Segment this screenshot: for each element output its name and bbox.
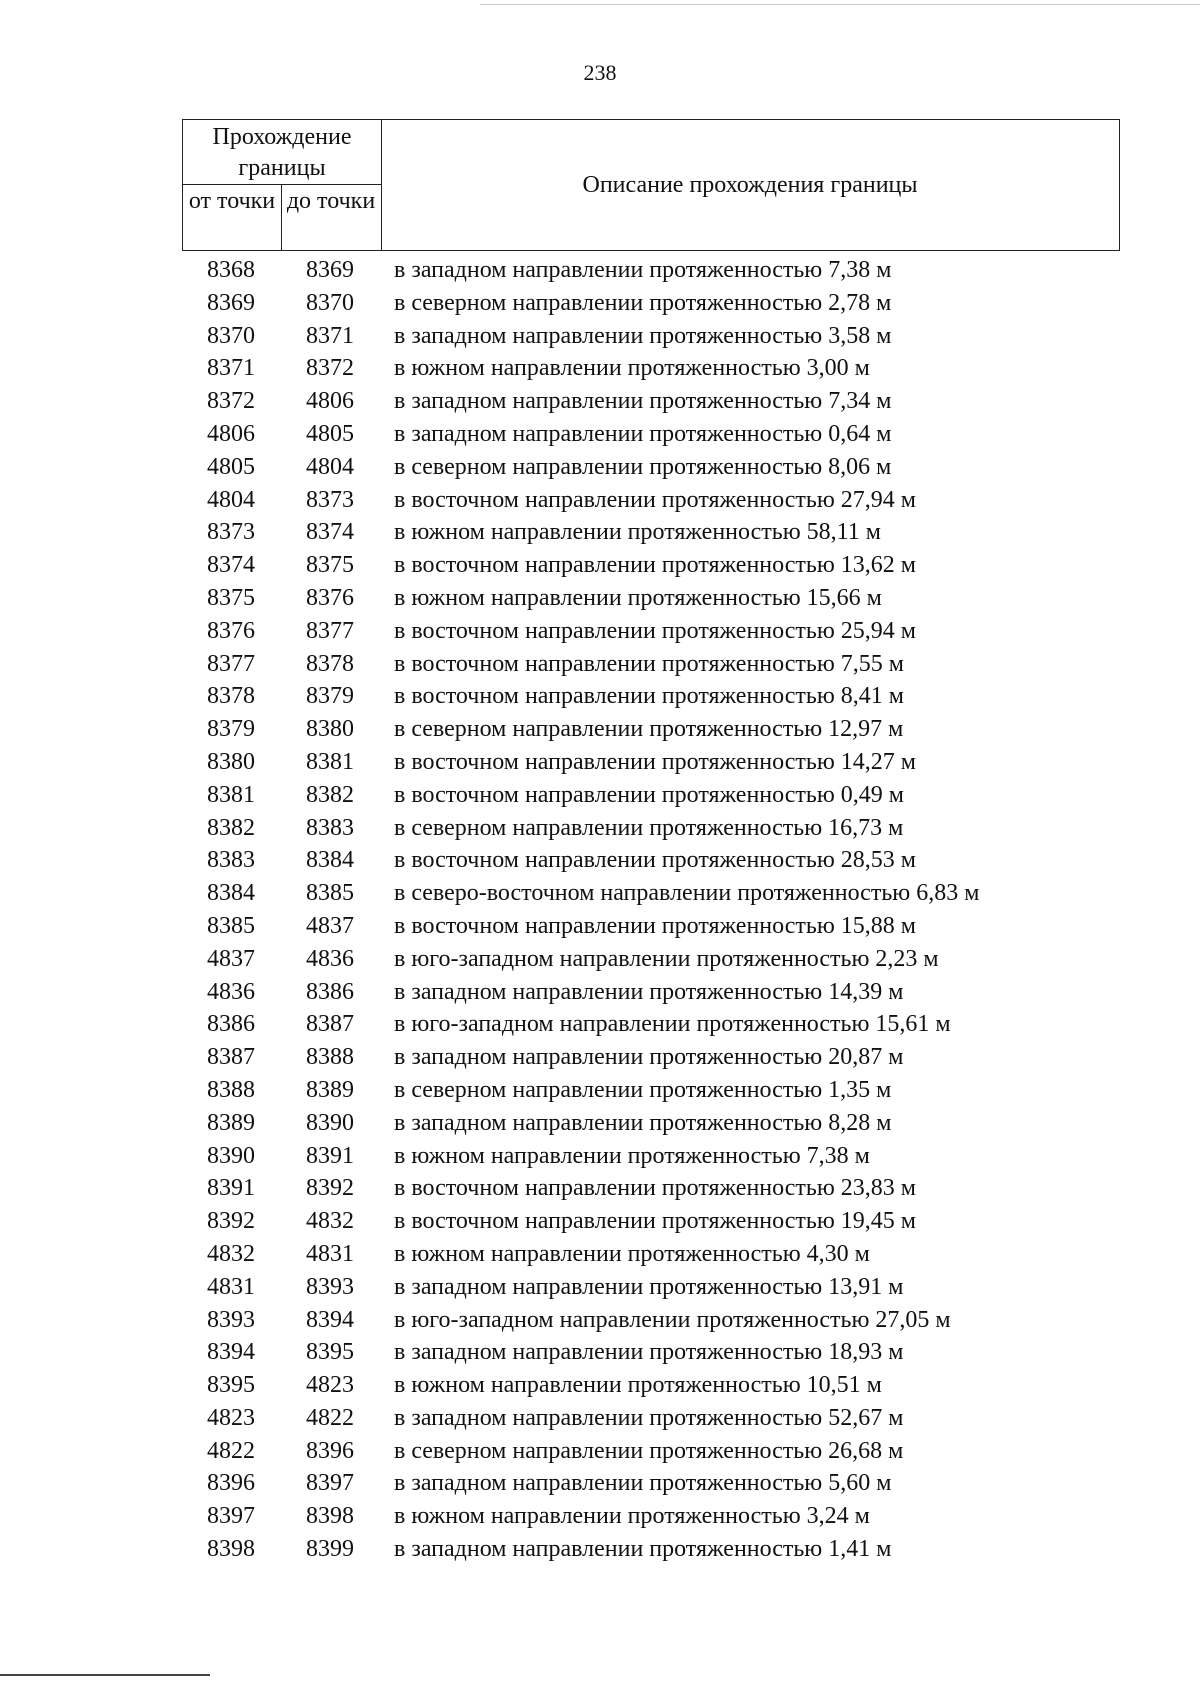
cell-description: в западном направлении протяженностью 0,64 м bbox=[394, 420, 892, 447]
cell-from-point: 8381 bbox=[207, 781, 255, 808]
table-row bbox=[182, 1500, 1120, 1533]
cell-description: в восточном направлении протяженностью 14,27 м bbox=[394, 748, 916, 775]
cell-from-point: 8371 bbox=[207, 355, 255, 382]
cell-from-point: 4805 bbox=[207, 453, 255, 480]
cell-to-point: 8370 bbox=[306, 289, 354, 316]
cell-to-point: 8375 bbox=[306, 552, 354, 579]
table-row bbox=[182, 352, 1120, 385]
table-row bbox=[182, 254, 1120, 287]
cell-to-point: 8394 bbox=[306, 1306, 354, 1333]
cell-from-point: 8393 bbox=[207, 1306, 255, 1333]
cell-to-point: 8380 bbox=[306, 716, 354, 743]
cell-description: в северном направлении протяженностью 8,06 м bbox=[394, 453, 892, 480]
cell-description: в южном направлении протяженностью 15,66 м bbox=[394, 584, 882, 611]
cell-from-point: 8368 bbox=[207, 257, 255, 283]
cell-to-point: 8388 bbox=[306, 1044, 354, 1071]
header-to-label: до точки bbox=[286, 188, 376, 214]
cell-description: в юго-западном направлении протяженностью 27,05 м bbox=[394, 1306, 951, 1333]
cell-to-point: 8384 bbox=[306, 847, 354, 874]
cell-description: в западном направлении протяженностью 14,39 м bbox=[394, 978, 904, 1005]
table-row bbox=[182, 1008, 1120, 1041]
cell-from-point: 8373 bbox=[207, 519, 255, 546]
cell-description: в южном направлении протяженностью 7,38 м bbox=[394, 1142, 870, 1169]
cell-description: в восточном направлении протяженностью 19,45 м bbox=[394, 1208, 916, 1235]
cell-to-point: 8399 bbox=[306, 1536, 354, 1563]
cell-to-point: 8396 bbox=[306, 1437, 354, 1464]
table-row bbox=[182, 1435, 1120, 1468]
cell-from-point: 8378 bbox=[207, 683, 255, 710]
cell-description: в западном направлении протяженностью 8,28 м bbox=[394, 1109, 892, 1136]
cell-description: в юго-западном направлении протяженностью 15,61 м bbox=[394, 1011, 951, 1038]
cell-description: в северном направлении протяженностью 2,78 м bbox=[394, 289, 892, 316]
cell-description: в западном направлении протяженностью 5,60 м bbox=[394, 1470, 892, 1497]
cell-to-point: 8369 bbox=[306, 257, 354, 283]
table-header bbox=[182, 119, 1120, 251]
page-number: 238 bbox=[583, 60, 617, 85]
cell-from-point: 4832 bbox=[207, 1240, 255, 1267]
cell-from-point: 4822 bbox=[207, 1437, 255, 1464]
cell-description: в восточном направлении протяженностью 13,62 м bbox=[394, 552, 916, 579]
table-row bbox=[182, 1467, 1120, 1500]
header-group-label: Прохождение границы bbox=[212, 124, 352, 181]
cell-to-point: 8372 bbox=[306, 355, 354, 382]
cell-description: в восточном направлении протяженностью 25,94 м bbox=[394, 617, 916, 644]
cell-description: в западном направлении протяженностью 52,67 м bbox=[394, 1404, 904, 1431]
cell-to-point: 8395 bbox=[306, 1339, 354, 1366]
table-row bbox=[182, 1140, 1120, 1173]
cell-to-point: 8387 bbox=[306, 1011, 354, 1038]
cell-to-point: 4805 bbox=[306, 420, 354, 447]
cell-description: в северном направлении протяженностью 16,73 м bbox=[394, 814, 904, 841]
table-row bbox=[182, 615, 1120, 648]
cell-from-point: 8375 bbox=[207, 584, 255, 611]
cell-to-point: 8392 bbox=[306, 1175, 354, 1202]
cell-from-point: 8389 bbox=[207, 1109, 255, 1136]
cell-to-point: 8373 bbox=[306, 486, 354, 513]
cell-from-point: 8369 bbox=[207, 289, 255, 316]
cell-to-point: 8393 bbox=[306, 1273, 354, 1300]
scan-edge-bottom bbox=[0, 1674, 210, 1676]
table-body bbox=[182, 254, 1120, 1566]
table-row bbox=[182, 648, 1120, 681]
cell-to-point: 8385 bbox=[306, 880, 354, 907]
table-row bbox=[182, 451, 1120, 484]
cell-description: в южном направлении протяженностью 3,00 м bbox=[394, 355, 870, 382]
table-row bbox=[182, 582, 1120, 615]
table-row bbox=[182, 779, 1120, 812]
cell-description: в западном направлении протяженностью 7,38 м bbox=[394, 257, 892, 283]
cell-from-point: 4806 bbox=[207, 420, 255, 447]
table-row bbox=[182, 484, 1120, 517]
table-row bbox=[182, 320, 1120, 353]
cell-description: в южном направлении протяженностью 3,24 м bbox=[394, 1503, 870, 1530]
cell-from-point: 8383 bbox=[207, 847, 255, 874]
table-row bbox=[182, 943, 1120, 976]
cell-to-point: 8390 bbox=[306, 1109, 354, 1136]
scan-edge-top bbox=[480, 4, 1200, 5]
cell-from-point: 8385 bbox=[207, 912, 255, 939]
cell-description: в северном направлении протяженностью 1,35 м bbox=[394, 1076, 892, 1103]
cell-from-point: 8392 bbox=[207, 1208, 255, 1235]
cell-from-point: 8386 bbox=[207, 1011, 255, 1038]
table-row bbox=[182, 1205, 1120, 1238]
header-group-divider bbox=[183, 184, 381, 185]
cell-from-point: 8374 bbox=[207, 552, 255, 579]
cell-description: в южном направлении протяженностью 58,11 м bbox=[394, 519, 881, 546]
table-row bbox=[182, 1238, 1120, 1271]
table-row bbox=[182, 385, 1120, 418]
table-row bbox=[182, 746, 1120, 779]
header-from-label: от точки bbox=[188, 188, 276, 214]
cell-description: в восточном направлении протяженностью 7,55 м bbox=[394, 650, 904, 677]
cell-to-point: 4837 bbox=[306, 912, 354, 939]
cell-from-point: 8380 bbox=[207, 748, 255, 775]
cell-description: в восточном направлении протяженностью 27,94 м bbox=[394, 486, 916, 513]
table-row bbox=[182, 418, 1120, 451]
cell-description: в восточном направлении протяженностью 8,41 м bbox=[394, 683, 904, 710]
cell-to-point: 8379 bbox=[306, 683, 354, 710]
cell-to-point: 8386 bbox=[306, 978, 354, 1005]
table-row bbox=[182, 877, 1120, 910]
cell-from-point: 8390 bbox=[207, 1142, 255, 1169]
table-row bbox=[182, 1074, 1120, 1107]
cell-from-point: 8379 bbox=[207, 716, 255, 743]
table-row bbox=[182, 1304, 1120, 1337]
cell-from-point: 8370 bbox=[207, 322, 255, 349]
cell-description: в северном направлении протяженностью 12,97 м bbox=[394, 716, 904, 743]
cell-to-point: 4832 bbox=[306, 1208, 354, 1235]
cell-description: в северном направлении протяженностью 26,68 м bbox=[394, 1437, 904, 1464]
cell-to-point: 8398 bbox=[306, 1503, 354, 1530]
cell-description: в восточном направлении протяженностью 23,83 м bbox=[394, 1175, 916, 1202]
cell-to-point: 8382 bbox=[306, 781, 354, 808]
cell-description: в западном направлении протяженностью 7,34 м bbox=[394, 388, 892, 415]
cell-description: в южном направлении протяженностью 10,51 м bbox=[394, 1372, 882, 1399]
cell-to-point: 8374 bbox=[306, 519, 354, 546]
table-row bbox=[182, 1107, 1120, 1140]
cell-from-point: 8394 bbox=[207, 1339, 255, 1366]
cell-from-point: 4831 bbox=[207, 1273, 255, 1300]
cell-to-point: 4806 bbox=[306, 388, 354, 415]
table-row bbox=[182, 844, 1120, 877]
cell-description: в юго-западном направлении протяженностью 2,23 м bbox=[394, 945, 939, 972]
cell-description: в западном направлении протяженностью 3,58 м bbox=[394, 322, 892, 349]
table-row bbox=[182, 976, 1120, 1009]
cell-from-point: 8397 bbox=[207, 1503, 255, 1530]
cell-to-point: 4836 bbox=[306, 945, 354, 972]
cell-from-point: 4836 bbox=[207, 978, 255, 1005]
cell-from-point: 4823 bbox=[207, 1404, 255, 1431]
cell-description: в западном направлении протяженностью 18,93 м bbox=[394, 1339, 904, 1366]
cell-description: в восточном направлении протяженностью 28,53 м bbox=[394, 847, 916, 874]
cell-to-point: 8376 bbox=[306, 584, 354, 611]
cell-from-point: 8382 bbox=[207, 814, 255, 841]
cell-from-point: 8388 bbox=[207, 1076, 255, 1103]
cell-to-point: 4831 bbox=[306, 1240, 354, 1267]
cell-to-point: 8383 bbox=[306, 814, 354, 841]
table-row bbox=[182, 680, 1120, 713]
table-row bbox=[182, 1271, 1120, 1304]
cell-from-point: 4804 bbox=[207, 486, 255, 513]
cell-description: в западном направлении протяженностью 13,91 м bbox=[394, 1273, 904, 1300]
cell-description: в южном направлении протяженностью 4,30 м bbox=[394, 1240, 870, 1267]
table-row bbox=[182, 549, 1120, 582]
table-row bbox=[182, 910, 1120, 943]
cell-from-point: 8398 bbox=[207, 1536, 255, 1563]
cell-to-point: 8397 bbox=[306, 1470, 354, 1497]
header-description-label: Описание прохождения границы bbox=[582, 172, 918, 198]
cell-from-point: 8376 bbox=[207, 617, 255, 644]
cell-to-point: 4823 bbox=[306, 1372, 354, 1399]
cell-description: в восточном направлении протяженностью 15,88 м bbox=[394, 912, 916, 939]
table-row bbox=[182, 1533, 1120, 1566]
cell-to-point: 8378 bbox=[306, 650, 354, 677]
table-row bbox=[182, 287, 1120, 320]
cell-from-point: 4837 bbox=[207, 945, 255, 972]
cell-to-point: 4804 bbox=[306, 453, 354, 480]
cell-from-point: 8395 bbox=[207, 1372, 255, 1399]
cell-description: в западном направлении протяженностью 20,87 м bbox=[394, 1044, 904, 1071]
cell-to-point: 4822 bbox=[306, 1404, 354, 1431]
cell-to-point: 8377 bbox=[306, 617, 354, 644]
cell-description: в восточном направлении протяженностью 0,49 м bbox=[394, 781, 904, 808]
table-row bbox=[182, 1402, 1120, 1435]
cell-from-point: 8387 bbox=[207, 1044, 255, 1071]
table-row bbox=[182, 1369, 1120, 1402]
cell-from-point: 8384 bbox=[207, 880, 255, 907]
table-row bbox=[182, 516, 1120, 549]
table-row bbox=[182, 812, 1120, 845]
cell-description: в северо-восточном направлении протяженностью 6,83 м bbox=[394, 880, 980, 907]
table-row bbox=[182, 1336, 1120, 1369]
cell-from-point: 8396 bbox=[207, 1470, 255, 1497]
cell-from-point: 8372 bbox=[207, 388, 255, 415]
table-row bbox=[182, 1041, 1120, 1074]
cell-description: в западном направлении протяженностью 1,41 м bbox=[394, 1536, 892, 1563]
cell-to-point: 8381 bbox=[306, 748, 354, 775]
table-row bbox=[182, 1172, 1120, 1205]
cell-to-point: 8371 bbox=[306, 322, 354, 349]
table-row bbox=[182, 713, 1120, 746]
cell-to-point: 8391 bbox=[306, 1142, 354, 1169]
cell-to-point: 8389 bbox=[306, 1076, 354, 1103]
cell-from-point: 8391 bbox=[207, 1175, 255, 1202]
cell-from-point: 8377 bbox=[207, 650, 255, 677]
